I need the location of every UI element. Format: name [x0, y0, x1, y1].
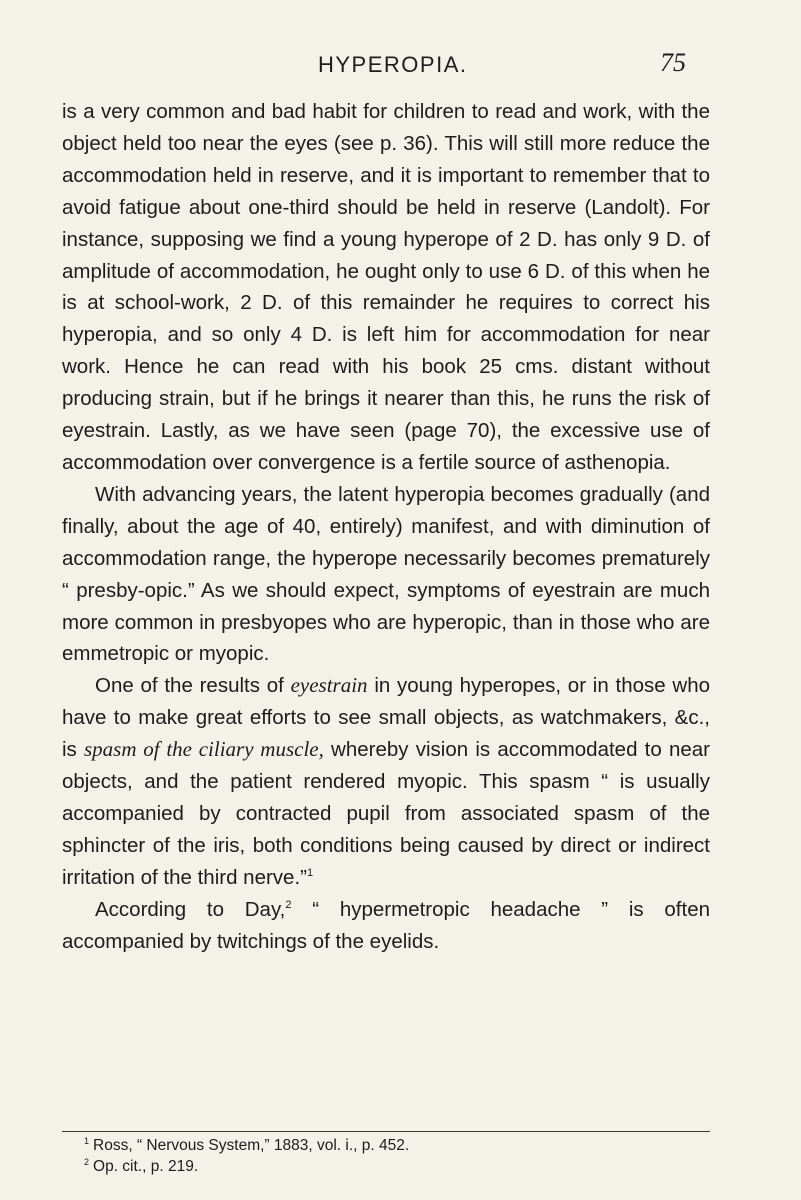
paragraph — [62, 894, 710, 958]
paragraph-text: in young hyperopes, or in those who have to make great efforts to see small objects, as watchmakers, &c., is — [62, 674, 711, 762]
footnote — [84, 1156, 704, 1177]
italic-text: spasm of the ciliary muscle, — [84, 737, 324, 762]
paragraph-text: whereby vision is accommodated to near objects, and the patient rendered myopic. This spasm “ is usually accompanied by contracted pupil from associated spasm of the sphincter of the iris, both conditions being caused by direct or indirect irritation of the third nerve.” — [62, 738, 710, 889]
paragraph-text: According to Day, — [95, 897, 286, 921]
footnote-mark: 2 — [84, 1156, 90, 1167]
body-text — [62, 96, 710, 957]
paragraph — [62, 96, 710, 479]
footnote-text: Op. cit., p. 219. — [93, 1158, 199, 1175]
paragraph-text: With advancing years, the latent hyperopia becomes gradually (and finally, about the age of 40, entirely) manifest, and with diminution of accommodation range, the hyperope necessarily becomes prematurely “ presby-opic.” As we should expect, symptoms of eyestrain are much more common in presbyopes who are hyperopic, than in those who are emmetropic or myopic. — [62, 482, 710, 666]
footnotes — [84, 1135, 704, 1177]
italic-text: eyestrain — [290, 673, 368, 698]
footnote-mark: 1 — [84, 1135, 90, 1146]
footnote-reference: 2 — [285, 898, 292, 911]
paragraph-text: is a very common and bad habit for children to read and work, with the object held too near the eyes (see p. 36). This will still more reduce the accommodation held in reserve, and it is important to remember that to avoid fatigue about one-third should be held in reserve (Landolt). For instance, supposing we find a young hyperope of 2 D. has only 9 D. of amplitude of accommodation, he ought only to use 6 D. of this when he is at school-work, 2 D. of this remainder he requires to correct his hyperopia, and so only 4 D. is left him for accommodation for near work. Hence he can read with his book 25 cms. distant without producing strain, but if he brings it nearer than this, he runs the risk of eyestrain. Lastly, as we have seen (page 70), the excessive use of accommodation over convergence is a fertile source of asthenopia. — [62, 100, 710, 474]
paragraph — [62, 670, 710, 893]
page-number: 75 — [660, 48, 686, 77]
footnote — [84, 1135, 704, 1156]
footnote-divider — [62, 1131, 710, 1132]
footnote-text: Ross, “ Nervous System,” 1883, vol. i., p. 452. — [93, 1137, 410, 1154]
paragraph — [62, 479, 710, 670]
paragraph-text: “ hypermetropic headache ” is often accompanied by twitchings of the eyelids. — [62, 897, 711, 953]
paragraph-text: One of the results of — [95, 674, 291, 698]
running-title: HYPEROPIA. — [318, 52, 468, 77]
running-head — [0, 48, 801, 86]
footnote-reference: 1 — [306, 866, 314, 879]
